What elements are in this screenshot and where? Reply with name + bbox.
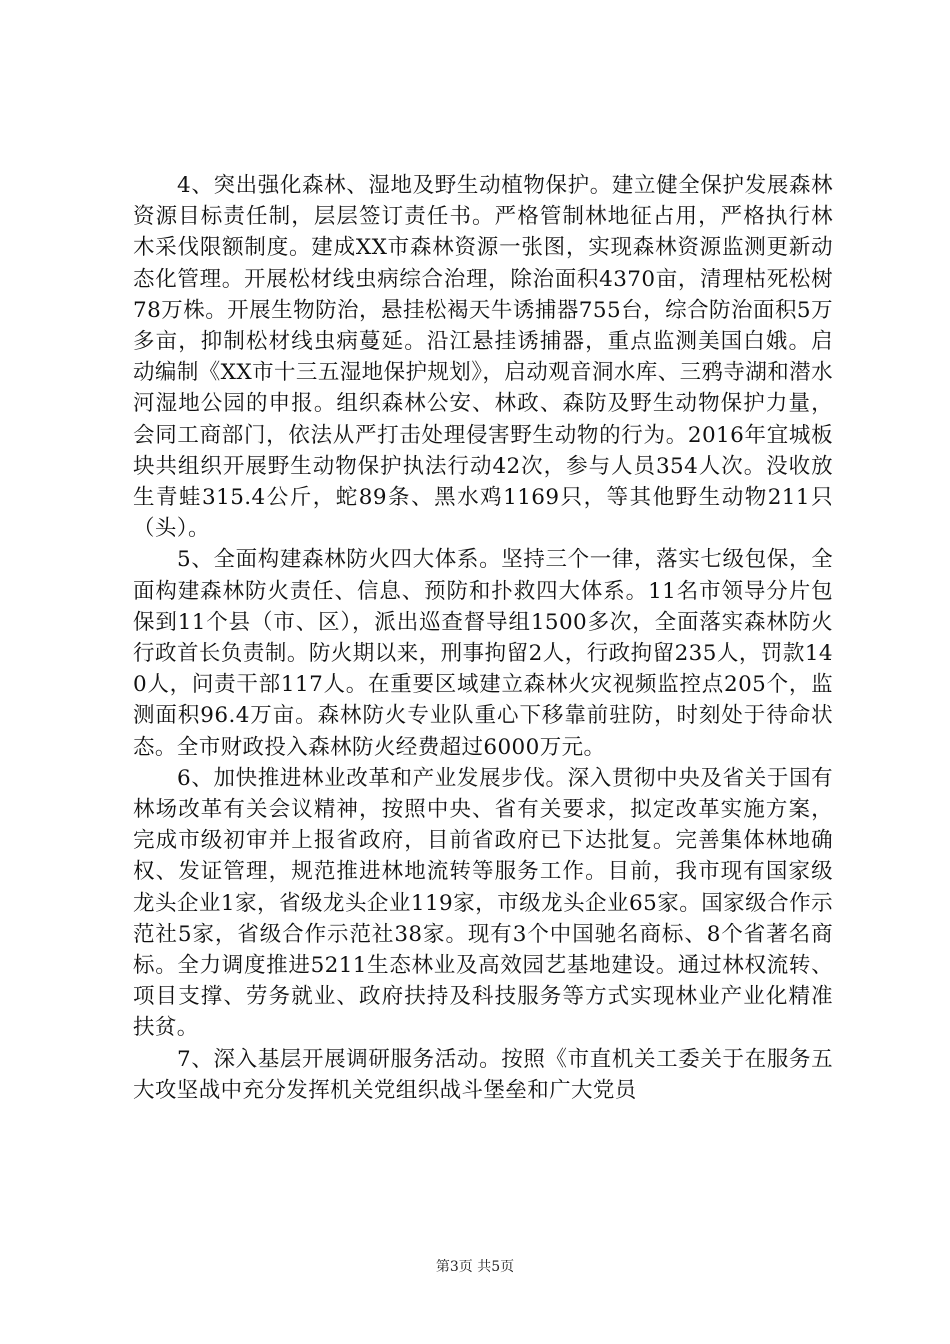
paragraph-grassroots-research-service: 7、深入基层开展调研服务活动。按照《市直机关工委关于在服务五大攻坚战中充分发挥机关党组织战斗堡垒和广大党员 xyxy=(133,1046,833,1103)
paragraph-forestry-reform-industry: 6、加快推进林业改革和产业发展步伐。深入贯彻中央及省关于国有林场改革有关会议精神，按照中央、省有关要求，拟定改革实施方案，完成市级初审并上报省政府，目前省政府已下达批复。完善集体林地确权、发证管理，规范推进林地流转等服务工作。目前，我市现有国家级龙头企业1家，省级龙头企业119家，市级龙头企业65家。国家级合作示范社5家，省级合作示范社38家。现有3个中国驰名商标、8个省著名商标。全力调度推进5211生态林业及高效园艺基地建设。通过林权流转、项目支撑、劳务就业、政府扶持及科技服务等方式实现林业产业化精准扶贫。 xyxy=(133,765,833,1041)
paragraph-forest-fire-prevention: 5、全面构建森林防火四大体系。坚持三个一律，落实七级包保，全面构建森林防火责任、信息、预防和扑救四大体系。11名市领导分片包保到11个县（市、区），派出巡查督导组1500多次，全面落实森林防火行政首长负责制。防火期以来，刑事拘留2人，行政拘留235人，罚款140人，问责干部117人。在重要区域建立森林火灾视频监控点205个，监测面积96.4万亩。森林防火专业队重心下移靠前驻防，时刻处于待命状态。全市财政投入森林防火经费超过6000万元。 xyxy=(133,547,833,760)
document-body xyxy=(133,170,833,1106)
page-number-footer: 第3页 共5页 xyxy=(435,1259,515,1275)
paragraph-forest-wetland-wildlife-protection: 4、突出强化森林、湿地及野生动植物保护。建立健全保护发展森林资源目标责任制，层层签订责任书。严格管制林地征占用，严格执行林木采伐限额制度。建成XX市森林资源一张图，实现森林资源监测更新动态化管理。开展松材线虫病综合治理，除治面积4370亩，清理枯死松树78万株。开展生物防治，悬挂松褐天牛诱捕器755台，综合防治面积5万多亩，抑制松材线虫病蔓延。沿江悬挂诱捕器，重点监测美国白娥。启动编制《XX市十三五湿地保护规划》，启动观音洞水库、三鸦寺湖和潜水河湿地公园的申报。组织森林公安、林政、森防及野生动物保护力量，会同工商部门，依法从严打击处理侵害野生动物的行为。2016年宜城板块共组织开展野生动物保护执法行动42次，参与人员354人次。没收放生青蛙315.4公斤，蛇89条、黑水鸡1169只，等其他野生动物211只（头）。 xyxy=(133,173,833,542)
